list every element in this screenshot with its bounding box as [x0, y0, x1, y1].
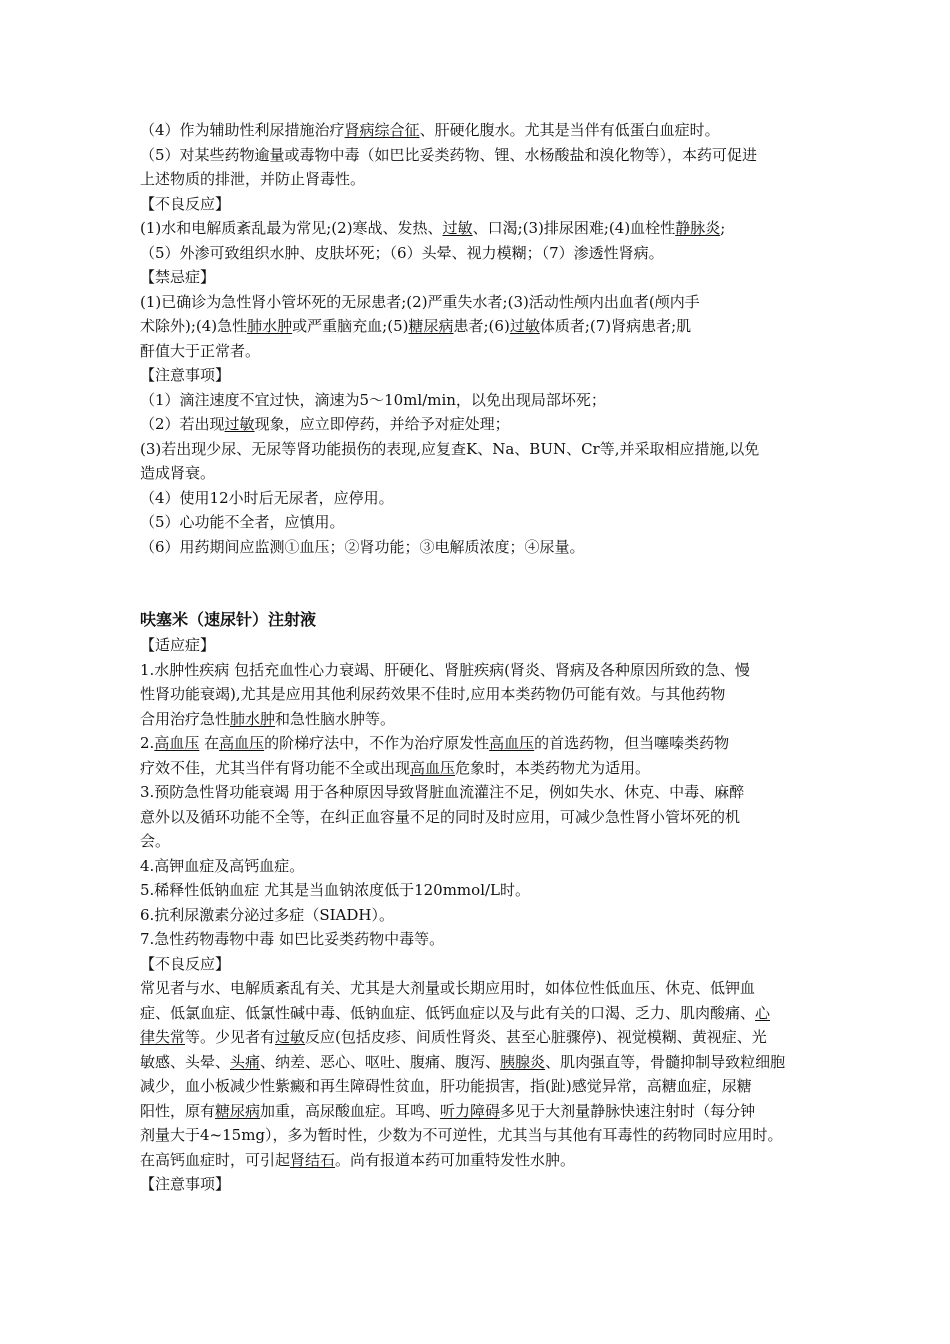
indication-line: 3.预防急性肾功能衰竭 用于各种原因导致肾脏血流灌注不足，例如失水、休克、中毒、麻醉 — [140, 783, 745, 801]
adverse-line: 律失常等。少见者有过敏反应(包括皮疹、间质性肾炎、甚至心脏骤停)、视觉模糊、黄视症、光 — [140, 1028, 767, 1046]
term-link[interactable]: 听力障碍 — [440, 1101, 501, 1120]
term-link[interactable]: 过敏 — [224, 415, 255, 433]
indication-line: 7.急性药物毒物中毒 如巴比妥类药物中毒等。 — [140, 930, 445, 948]
term-link[interactable]: 高血压 — [410, 758, 456, 777]
adverse-line: 剂量大于4~15mg），多为暂时性，少数为不可逆性，尤其当与其他有耳毒性的药物同时应用时。 — [140, 1126, 783, 1144]
indication-line: 1.水肿性疾病 包括充血性心力衰竭、肝硬化、肾脏疾病(肾炎、肾病及各种原因所致的急、慢 — [140, 660, 750, 679]
precaution-line: （1）滴注速度不宜过快，滴速为5～10ml/min，以免出现局部坏死； — [140, 390, 606, 409]
term-link[interactable]: 过敏 — [275, 1028, 306, 1046]
term-link[interactable]: 高血压 — [489, 734, 535, 752]
precaution-line: (3)若出现少尿、无尿等肾功能损伤的表现,应复查K、Na、BUN、Cr等,并采取相应措施,以免 — [140, 439, 760, 458]
term-link[interactable]: 律失常 — [140, 1028, 186, 1046]
term-link[interactable]: 肾结石 — [290, 1150, 336, 1169]
term-link[interactable]: 过敏 — [509, 317, 540, 335]
term-link[interactable]: 高血压 — [154, 734, 200, 752]
precaution-line: （5）心功能不全者，应慎用。 — [140, 513, 345, 531]
term-link[interactable]: 肾病综合征 — [344, 121, 420, 139]
term-link[interactable]: 肺水肿 — [247, 317, 293, 335]
adverse-line: （5）外渗可致组织水肿、皮肤坏死；（6）头晕、视力模糊；（7）渗透性肾病。 — [140, 243, 664, 262]
indication-line: 疗效不佳，尤其当伴有肾功能不全或出现高血压危象时，本类药物尤为适用。 — [140, 758, 651, 777]
indications-heading: 【适应症】 — [140, 636, 216, 654]
precaution-line: （6）用药期间应监测①血压；②肾功能；③电解质浓度；④尿量。 — [140, 537, 585, 556]
term-link[interactable]: 头痛 — [230, 1052, 261, 1071]
drug-title: 呋塞米（速尿针）注射液 — [140, 610, 317, 629]
adverse-line: 在高钙血症时，可引起肾结石。尚有报道本药可加重特发性水肿。 — [140, 1150, 576, 1169]
indication-line: 6.抗利尿激素分泌过多症（SIADH）。 — [140, 905, 394, 924]
term-link[interactable]: 肺水肿 — [230, 709, 276, 728]
term-link[interactable]: 胰腺炎 — [500, 1052, 546, 1071]
adverse-line: 减少，血小板减少性紫癜和再生障碍性贫血，肝功能损害，指(趾)感觉异常，高糖血症，尿糖 — [140, 1077, 752, 1095]
term-link[interactable]: 过敏 — [442, 219, 473, 237]
contraindication-line: (1)已确诊为急性肾小管坏死的无尿患者;(2)严重失水者;(3)活动性颅内出血者(颅内手 — [140, 292, 700, 311]
term-link[interactable]: 心 — [755, 1003, 771, 1022]
precaution-line: （2）若出现过敏现象，应立即停药，并给予对症处理； — [140, 415, 510, 433]
indication-line: 上述物质的排泄，并防止肾毒性。 — [140, 170, 366, 188]
precautions-heading: 【注意事项】 — [140, 1175, 231, 1193]
precaution-line: 造成肾衰。 — [140, 464, 216, 482]
adverse-line: (1)水和电解质紊乱最为常见;(2)寒战、发热、过敏、口渴;(3)排尿困难;(4)血栓性静脉炎; — [140, 219, 726, 237]
indication-line: 5.稀释性低钠血症 尤其是当血钠浓度低于120mmol/L时。 — [140, 881, 531, 899]
adverse-line: 敏感、头晕、头痛、纳差、恶心、呕吐、腹痛、腹泻、胰腺炎、肌肉强直等，骨髓抑制导致粒细胞 — [140, 1052, 786, 1071]
indication-line: 合用治疗急性肺水肿和急性脑水肿等。 — [140, 709, 396, 728]
adverse-reactions-heading: 【不良反应】 — [140, 954, 231, 973]
contraindication-line: 术除外);(4)急性肺水肿或严重脑充血;(5)糖尿病患者;(6)过敏体质者;(7)肾病患者;肌 — [140, 317, 692, 335]
term-link[interactable]: 高血压 — [219, 734, 265, 752]
contraindications-heading: 【禁忌症】 — [140, 268, 216, 286]
term-link[interactable]: 糖尿病 — [408, 317, 454, 335]
indication-line: （4）作为辅助性利尿措施治疗肾病综合征、肝硬化腹水。尤其是当伴有低蛋白血症时。 — [140, 121, 720, 139]
section-gap — [140, 559, 820, 607]
precautions-heading: 【注意事项】 — [140, 366, 231, 384]
precaution-line: （4）使用12小时后无尿者，应停用。 — [140, 488, 394, 507]
document-body — [140, 118, 820, 1197]
indication-line: 会。 — [140, 832, 171, 850]
adverse-reactions-heading: 【不良反应】 — [140, 194, 231, 213]
term-link[interactable]: 静脉炎 — [675, 219, 721, 237]
term-link[interactable]: 糖尿病 — [215, 1101, 261, 1120]
indication-line: 意外以及循环功能不全等，在纠正血容量不足的同时及时应用，可减少急性肾小管坏死的机 — [140, 807, 741, 826]
adverse-line: 症、低氯血症、低氯性碱中毒、低钠血症、低钙血症以及与此有关的口渴、乏力、肌肉酸痛、心 — [140, 1003, 771, 1022]
indication-line: 4.高钾血症及高钙血症。 — [140, 856, 305, 875]
indication-line: （5）对某些药物逾量或毒物中毒（如巴比妥类药物、锂、水杨酸盐和溴化物等），本药可促进 — [140, 145, 758, 164]
indication-line: 性肾功能衰竭),尤其是应用其他利尿药效果不佳时,应用本类药物仍可能有效。与其他药物 — [140, 685, 726, 703]
adverse-line: 常见者与水、电解质紊乱有关、尤其是大剂量或长期应用时，如体位性低血压、休克、低钾血 — [140, 979, 756, 997]
indication-line: 2.高血压 在高血压的阶梯疗法中，不作为治疗原发性高血压的首选药物，但当噻嗪类药物 — [140, 734, 730, 752]
contraindication-line: 酐值大于正常者。 — [140, 341, 261, 360]
adverse-line: 阳性，原有糖尿病加重，高尿酸血症。耳鸣、听力障碍多见于大剂量静脉快速注射时（每分钟 — [140, 1101, 756, 1120]
